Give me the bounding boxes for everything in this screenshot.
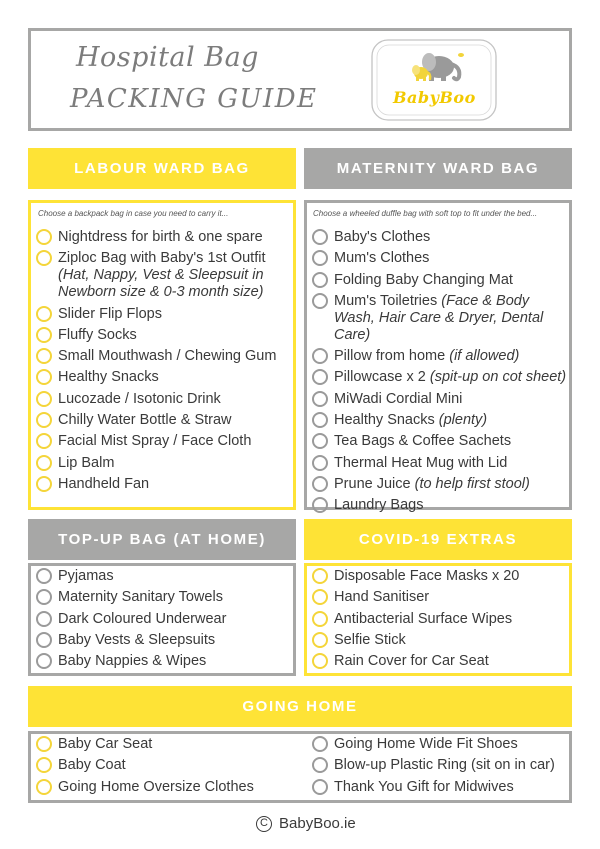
checkbox-circle-icon[interactable] xyxy=(312,455,328,471)
checklist-item-text xyxy=(334,736,570,753)
checklist-item[interactable] xyxy=(312,433,570,450)
covid-extras-list xyxy=(312,568,570,674)
item-label: Mum's Clothes xyxy=(334,250,430,267)
item-label: Thank You Gift for Midwives xyxy=(334,778,514,795)
checkbox-circle-icon[interactable] xyxy=(312,391,328,407)
labour-ward-header: LABOUR WARD BAG xyxy=(28,148,296,189)
topup-bag-header: TOP-UP BAG (AT HOME) xyxy=(28,519,296,560)
item-label: Small Mouthwash / Chewing Gum xyxy=(58,348,277,365)
topup-bag-list xyxy=(36,568,294,674)
checklist-item[interactable] xyxy=(36,306,294,323)
checklist-item-text xyxy=(58,632,294,649)
item-note: (Face & Body Wash, Hair Care & Dryer, Dental Care) xyxy=(334,292,544,343)
checkbox-circle-icon[interactable] xyxy=(312,497,328,513)
checklist-item[interactable] xyxy=(36,632,294,649)
checkbox-circle-icon[interactable] xyxy=(312,433,328,449)
checklist-item[interactable] xyxy=(36,757,300,774)
checklist-item[interactable] xyxy=(36,327,294,344)
checklist-item-text xyxy=(334,589,570,606)
checklist-item[interactable] xyxy=(312,369,570,386)
labour-ward-note: Choose a backpack bag in case you need to carry it... xyxy=(38,209,229,218)
checklist-item-text xyxy=(334,391,570,408)
item-label: MiWadi Cordial Mini xyxy=(334,390,463,407)
checklist-item-text xyxy=(334,250,570,267)
brand-logo-text: BabyBoo xyxy=(393,88,476,107)
item-label: Healthy Snacks xyxy=(58,369,159,386)
checklist-item[interactable] xyxy=(36,412,294,429)
maternity-ward-list xyxy=(312,229,570,519)
item-label: Ziploc Bag with Baby's 1st Outfit xyxy=(58,250,266,267)
checklist-item-text xyxy=(58,779,300,796)
checkbox-circle-icon[interactable] xyxy=(36,611,52,627)
checklist-item[interactable] xyxy=(36,589,294,606)
checklist-item[interactable] xyxy=(312,229,570,246)
item-label: Baby Vests & Sleepsuits xyxy=(58,631,216,648)
checkbox-circle-icon[interactable] xyxy=(312,369,328,385)
checkbox-circle-icon[interactable] xyxy=(36,391,52,407)
checklist-item[interactable] xyxy=(312,779,570,796)
checklist-item[interactable] xyxy=(36,455,294,472)
item-label: Going Home Oversize Clothes xyxy=(58,778,254,795)
checklist-item-text xyxy=(58,455,294,472)
labour-ward-list xyxy=(36,229,294,497)
checkbox-circle-icon[interactable] xyxy=(312,293,328,309)
item-label: Antibacterial Surface Wipes xyxy=(334,610,513,627)
checkbox-circle-icon[interactable] xyxy=(36,229,52,245)
checkbox-circle-icon[interactable] xyxy=(312,476,328,492)
checkbox-circle-icon[interactable] xyxy=(36,589,52,605)
page-title: Hospital Bag xyxy=(76,42,259,73)
checklist-item[interactable] xyxy=(312,293,570,344)
checkbox-circle-icon[interactable] xyxy=(312,412,328,428)
item-note: (if allowed) xyxy=(449,348,520,365)
checklist-item-text xyxy=(58,327,294,344)
item-label: Mum's Toiletries xyxy=(334,292,438,309)
item-label: Pyjamas xyxy=(58,568,114,584)
checklist-item-text xyxy=(58,369,294,386)
checkbox-circle-icon[interactable] xyxy=(36,779,52,795)
checkbox-circle-icon[interactable] xyxy=(312,632,328,648)
checklist-item-text xyxy=(334,653,570,670)
checkbox-circle-icon[interactable] xyxy=(312,589,328,605)
checklist-item[interactable] xyxy=(312,568,570,585)
item-label: Baby Coat xyxy=(58,757,126,774)
item-label: Blow-up Plastic Ring (sit on in car) xyxy=(334,757,555,774)
checkbox-circle-icon[interactable] xyxy=(312,250,328,266)
checklist-item[interactable] xyxy=(36,348,294,365)
checkbox-circle-icon[interactable] xyxy=(36,568,52,584)
checklist-item[interactable] xyxy=(312,272,570,289)
checklist-item-text xyxy=(58,736,300,753)
item-label: Slider Flip Flops xyxy=(58,305,162,322)
checklist-item[interactable] xyxy=(36,250,294,301)
checklist-item[interactable] xyxy=(36,229,294,246)
checklist-item-text xyxy=(58,229,294,246)
checklist-item[interactable] xyxy=(312,757,570,774)
page-subtitle: PACKING GUIDE xyxy=(70,84,318,114)
checklist-item-text xyxy=(334,229,570,246)
checkbox-circle-icon[interactable] xyxy=(36,757,52,773)
checklist-item[interactable] xyxy=(312,348,570,365)
item-label: Folding Baby Changing Mat xyxy=(334,271,513,288)
checklist-item[interactable] xyxy=(36,653,294,670)
checklist-item[interactable] xyxy=(312,736,570,753)
checklist-item-text xyxy=(58,476,294,493)
checklist-item[interactable] xyxy=(36,736,300,753)
item-label: Facial Mist Spray / Face Cloth xyxy=(58,433,252,450)
checkbox-circle-icon[interactable] xyxy=(36,327,52,343)
checkbox-circle-icon[interactable] xyxy=(312,229,328,245)
checklist-item-text xyxy=(58,391,294,408)
checkbox-circle-icon[interactable] xyxy=(312,736,328,752)
checklist-item-text xyxy=(334,433,570,450)
checklist-item-text xyxy=(58,611,294,628)
checkbox-circle-icon[interactable] xyxy=(36,736,52,752)
item-label: Rain Cover for Car Seat xyxy=(334,653,489,670)
checklist-item[interactable] xyxy=(312,497,570,514)
checklist-item[interactable] xyxy=(36,391,294,408)
checklist-item-text xyxy=(58,348,294,365)
checklist-item[interactable] xyxy=(36,779,300,796)
going-home-right-list xyxy=(312,736,570,800)
item-label: Baby Car Seat xyxy=(58,736,153,752)
checkbox-circle-icon[interactable] xyxy=(312,779,328,795)
item-label: Chilly Water Bottle & Straw xyxy=(58,412,232,429)
checklist-item[interactable] xyxy=(36,476,294,493)
item-label: Laundry Bags xyxy=(334,497,424,514)
checkbox-circle-icon[interactable] xyxy=(36,476,52,492)
item-label: Pillowcase x 2 xyxy=(334,369,426,386)
checklist-item-text xyxy=(334,632,570,649)
checklist-item-text xyxy=(58,653,294,670)
checklist-item[interactable] xyxy=(36,369,294,386)
item-label: Selfie Stick xyxy=(334,631,406,648)
item-label: Dark Coloured Underwear xyxy=(58,610,227,627)
checkbox-circle-icon[interactable] xyxy=(36,412,52,428)
item-label: Disposable Face Masks x 20 xyxy=(334,568,520,584)
checklist-item[interactable] xyxy=(312,632,570,649)
checklist-item-text xyxy=(58,412,294,429)
checklist-item[interactable] xyxy=(36,433,294,450)
checklist-item[interactable] xyxy=(36,611,294,628)
checklist-item-text xyxy=(334,611,570,628)
checklist-item-text xyxy=(334,476,570,493)
checklist-item[interactable] xyxy=(312,250,570,267)
checklist-item[interactable] xyxy=(312,412,570,429)
checklist-item-text xyxy=(58,306,294,323)
covid-extras-header: COVID-19 EXTRAS xyxy=(304,519,572,560)
item-label: Nightdress for birth & one spare xyxy=(58,229,263,245)
checkbox-circle-icon[interactable] xyxy=(312,611,328,627)
checklist-item-text xyxy=(334,455,570,472)
item-label: Tea Bags & Coffee Sachets xyxy=(334,433,512,450)
item-label: Baby Nappies & Wipes xyxy=(58,653,207,670)
checkbox-circle-icon[interactable] xyxy=(36,433,52,449)
footer-site: BabyBoo.ie xyxy=(279,815,356,832)
checkbox-circle-icon[interactable] xyxy=(36,306,52,322)
checklist-item-text xyxy=(334,348,570,365)
checklist-item-text xyxy=(334,369,570,386)
checkbox-circle-icon[interactable] xyxy=(312,272,328,288)
copyright-icon: C xyxy=(256,816,272,832)
checklist-item[interactable] xyxy=(36,568,294,585)
checklist-item-text xyxy=(334,497,570,514)
checklist-item-text xyxy=(334,412,570,429)
checkbox-circle-icon[interactable] xyxy=(36,455,52,471)
item-note: (to help first stool) xyxy=(414,475,530,492)
checkbox-circle-icon[interactable] xyxy=(312,757,328,773)
item-label: Thermal Heat Mug with Lid xyxy=(334,454,508,471)
checkbox-circle-icon[interactable] xyxy=(36,369,52,385)
checkbox-circle-icon[interactable] xyxy=(312,653,328,669)
item-label: Prune Juice xyxy=(334,475,411,492)
checklist-item[interactable] xyxy=(312,611,570,628)
brand-logo xyxy=(369,37,499,123)
item-label: Handheld Fan xyxy=(58,475,150,492)
checklist-item-text xyxy=(334,272,570,289)
checklist-item-text xyxy=(334,293,570,344)
checkbox-circle-icon[interactable] xyxy=(36,653,52,669)
checkbox-circle-icon[interactable] xyxy=(312,568,328,584)
checkbox-circle-icon[interactable] xyxy=(36,632,52,648)
maternity-ward-header: MATERNITY WARD BAG xyxy=(304,148,572,189)
item-label: Healthy Snacks xyxy=(334,412,435,429)
checklist-item[interactable] xyxy=(312,476,570,493)
checklist-item-text xyxy=(58,250,294,301)
checklist-item-text xyxy=(58,568,294,585)
checkbox-circle-icon[interactable] xyxy=(312,348,328,364)
going-home-left-list xyxy=(36,736,300,800)
item-label: Baby's Clothes xyxy=(334,229,431,245)
checklist-item-text xyxy=(58,757,300,774)
checklist-item-text xyxy=(334,757,570,774)
item-label: Pillow from home xyxy=(334,348,446,365)
checkbox-circle-icon[interactable] xyxy=(36,250,52,266)
item-label: Lucozade / Isotonic Drink xyxy=(58,390,221,407)
item-label: Fluffy Socks xyxy=(58,326,137,343)
going-home-header: GOING HOME xyxy=(28,686,572,727)
checkbox-circle-icon[interactable] xyxy=(36,348,52,364)
item-note: (spit-up on cot sheet) xyxy=(429,369,567,386)
checklist-item-text xyxy=(334,568,570,585)
checklist-item[interactable] xyxy=(312,391,570,408)
checklist-item[interactable] xyxy=(312,455,570,472)
item-label: Maternity Sanitary Towels xyxy=(58,589,223,606)
item-note: (Hat, Nappy, Vest & Sleepsuit in Newborn size & 0-3 month size) xyxy=(58,267,264,301)
checklist-item[interactable] xyxy=(312,589,570,606)
checklist-item-text xyxy=(58,589,294,606)
checklist-item-text xyxy=(334,779,570,796)
footer xyxy=(256,815,356,832)
item-label: Hand Sanitiser xyxy=(334,589,430,606)
item-label: Lip Balm xyxy=(58,454,115,471)
item-note: (plenty) xyxy=(438,412,488,429)
checklist-item[interactable] xyxy=(312,653,570,670)
elephant-icon xyxy=(369,37,499,123)
checklist-item-text xyxy=(58,433,294,450)
maternity-ward-note: Choose a wheeled duffle bag with soft top to fit under the bed... xyxy=(313,209,538,218)
item-label: Going Home Wide Fit Shoes xyxy=(334,736,518,752)
